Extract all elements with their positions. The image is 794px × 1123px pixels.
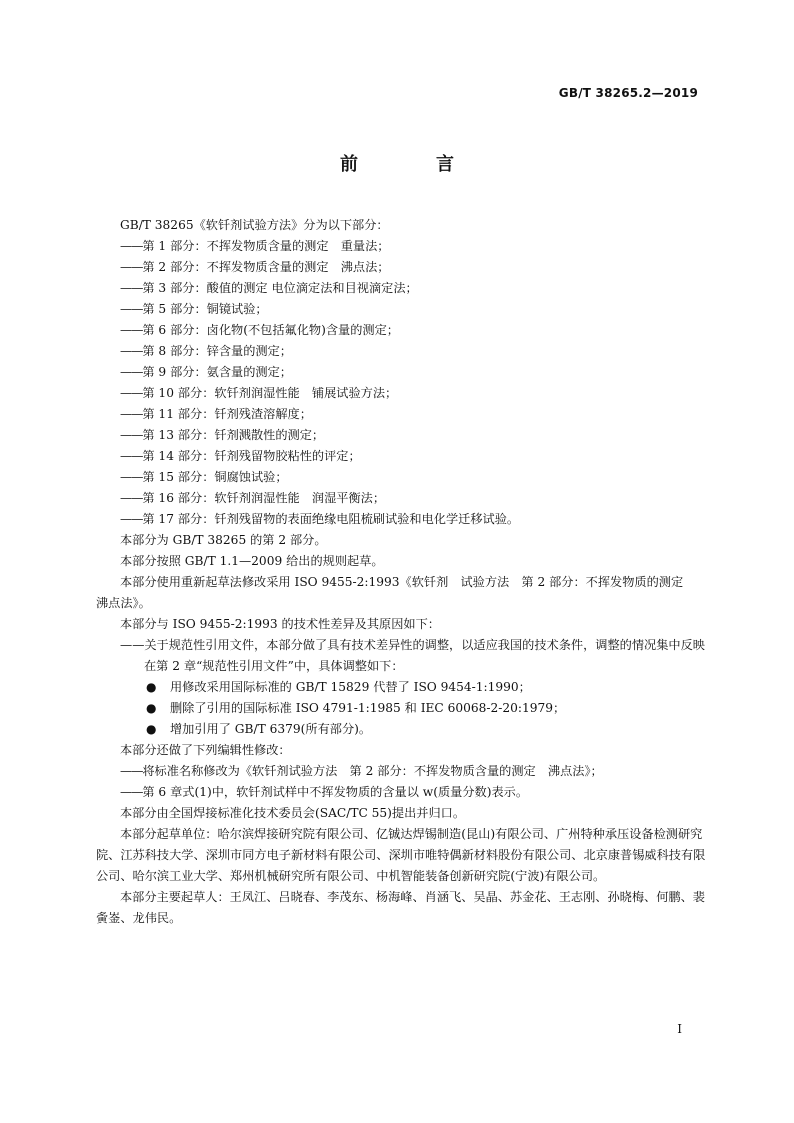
method-paragraph: 本部分使用重新起草法修改采用 ISO 9455-2:1993《软钎剂 试验方法 第 2 部分：不挥发物质的测定 沸点法》。 xyxy=(96,575,696,610)
intro-paragraph: GB/T 38265《软钎剂试验方法》分为以下部分： xyxy=(120,218,389,232)
differences-item: ——关于规范性引用文件，本部分做了具有技术差异性的调整，以适应我国的技术条件，调整的情况集中反映在第 2 章“规范性引用文件”中，具体调整如下： xyxy=(120,638,705,673)
list-item: ——第 17 部分：钎剂残留物的表面绝缘电阻梳刷试验和电化学迁移试验。 xyxy=(120,512,520,526)
editorial-paragraph: 本部分还做了下列编辑性修改： xyxy=(120,743,291,757)
list-item: ——第 8 部分：锌含量的测定； xyxy=(120,344,292,358)
list-item: ——第 10 部分：软钎剂润湿性能 铺展试验方法； xyxy=(120,386,398,400)
list-item: ——第 14 部分：钎剂残留物胶粘性的评定； xyxy=(120,449,361,463)
bullet-icon: ● xyxy=(146,722,157,736)
part-of-paragraph: 本部分为 GB/T 38265 的第 2 部分。 xyxy=(120,533,327,547)
standard-code: GB/T 38265.2—2019 xyxy=(558,86,698,100)
list-item: ——第 1 部分：不挥发物质含量的测定 重量法； xyxy=(120,239,390,253)
adjustments-list xyxy=(96,677,706,740)
list-item: ● 用修改采用国际标准的 GB/T 15829 代替了 ISO 9454-1:1990； xyxy=(96,677,706,698)
list-item: ——第 16 部分：软钎剂润湿性能 润湿平衡法； xyxy=(120,491,386,505)
list-item: ——第 15 部分：铜腐蚀试验； xyxy=(120,470,288,484)
differences-paragraph: 本部分与 ISO 9455-2:1993 的技术性差异及其原因如下： xyxy=(120,617,440,631)
parts-list xyxy=(96,236,706,530)
list-item: ——第 5 部分：铜镜试验； xyxy=(120,302,268,316)
drafting-units-paragraph: 本部分起草单位：哈尔滨焊接研究院有限公司、亿铖达焊锡制造(昆山)有限公司、广州特种承压设备检测研究院、江苏科技大学、深圳市同方电子新材料有限公司、深圳市唯特偶新材料股份有限公司、北京康普锡威科技有限公司、哈尔滨工业大学、郑州机械研究所有限公司、中机智能装备创新研究院(宁波)有限公司。 xyxy=(96,827,706,883)
list-item: ● 删除了引用的国际标准 ISO 4791-1:1985 和 IEC 60068-2-20:1979； xyxy=(96,698,706,719)
document-body xyxy=(96,215,706,929)
page-number: I xyxy=(677,1022,682,1036)
list-item: ——第 13 部分：钎剂溅散性的测定； xyxy=(120,428,325,442)
list-item: ——第 6 部分：卤化物(不包括氟化物)含量的测定； xyxy=(120,323,399,337)
drafters-paragraph: 本部分主要起草人：王凤江、吕晓春、李茂东、杨海峰、肖涵飞、吴晶、苏金花、王志刚、孙晓梅、何鹏、裴夤崟、龙伟民。 xyxy=(96,890,705,925)
rules-paragraph: 本部分按照 GB/T 1.1—2009 给出的规则起草。 xyxy=(120,554,384,568)
bullet-icon: ● xyxy=(146,680,157,694)
list-item: ——第 2 部分：不挥发物质含量的测定 沸点法； xyxy=(120,260,390,274)
list-item: ——第 6 章式(1)中，软钎剂试样中不挥发物质的含量以 w(质量分数)表示。 xyxy=(120,785,529,799)
list-item: ——第 3 部分：酸值的测定 电位滴定法和目视滴定法； xyxy=(120,281,418,295)
bullet-icon: ● xyxy=(146,701,157,715)
list-item: ——将标准名称修改为《软钎剂试验方法 第 2 部分：不挥发物质含量的测定 沸点法》； xyxy=(120,764,603,778)
page-title: 前 言 xyxy=(340,154,484,175)
list-item: ——第 9 部分：氨含量的测定； xyxy=(120,365,292,379)
proposed-paragraph: 本部分由全国焊接标准化技术委员会(SAC/TC 55)提出并归口。 xyxy=(120,806,466,820)
list-item: ——第 11 部分：钎剂残渣溶解度； xyxy=(120,407,312,421)
list-item: ● 增加引用了 GB/T 6379(所有部分)。 xyxy=(96,719,706,740)
